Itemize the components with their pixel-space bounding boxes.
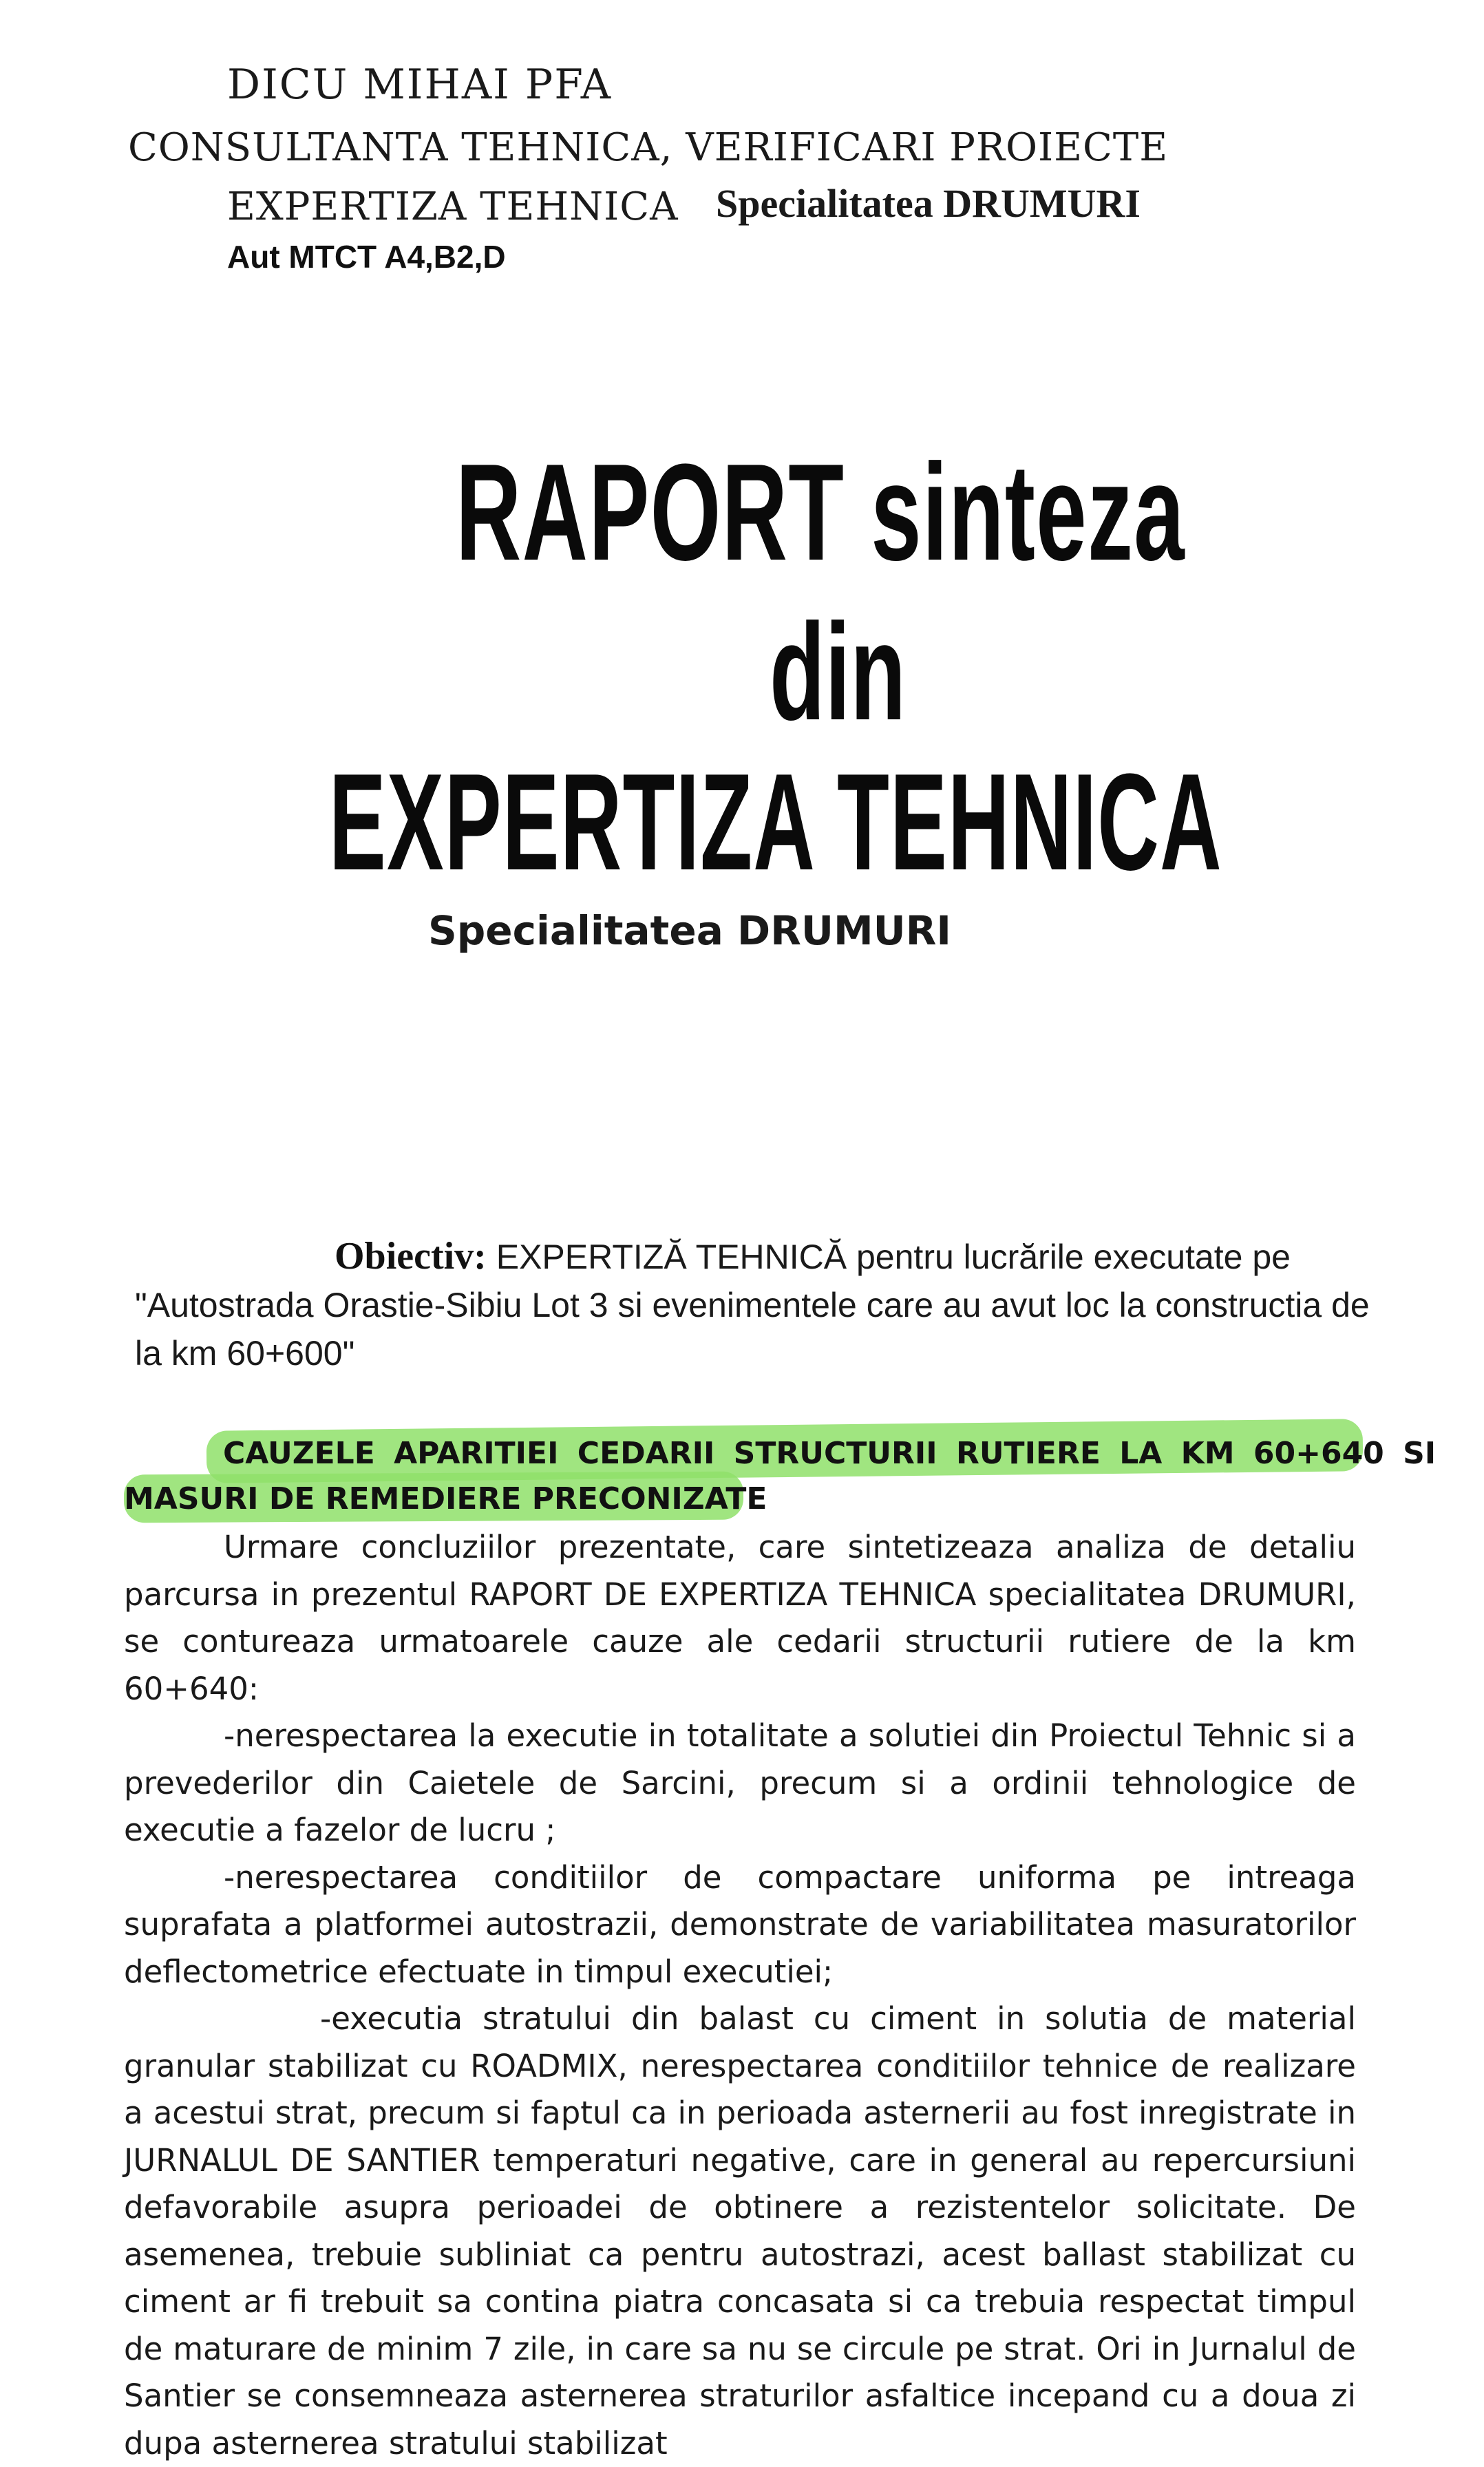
objective-label: Obiectiv: xyxy=(335,1235,487,1278)
section-body xyxy=(124,1524,1356,2467)
section-heading-line1: CAUZELE APARITIEI CEDARII STRUCTURII RUTIERE LA KM 60+640 SI xyxy=(223,1436,1437,1471)
section-heading-line2: MASURI DE REMEDIERE PRECONIZATE xyxy=(124,1481,767,1516)
paragraph: -nerespectarea la executie in totalitate a solutiei din Proiectul Tehnic si a prevederilor din Caietele de Sarcini, precum si a ordinii tehnologice de executie a fazelor de lucru ; xyxy=(124,1717,1356,1848)
report-title-line2: din xyxy=(770,595,906,749)
report-title-line1: RAPORT sinteza xyxy=(456,436,1185,589)
report-title-line3: EXPERTIZA TEHNICA xyxy=(329,745,1222,899)
company-name: DICU MIHAI PFA xyxy=(227,61,613,109)
objective-block xyxy=(135,1232,1374,1377)
paragraph: -executia stratului din balast cu ciment in solutia de material granular stabilizat cu ROADMIX, nerespectarea conditiilor tehnice de realizare a acestui strat, precum si faptul ca in perioada asternerii au fost inregistrate in JURNALUL DE SANTIER temperaturi negative, care in general au repercursiuni defavorabile asupra perioadei de obtinere a rezistentelor solicitate. De asemenea, trebuie subliniat ca pentru autostrazi, acest ballast stabilizat cu ciment ar fi trebuit sa contina piatra concasata si ca trebuia respectat timpul de maturare de minim 7 zile, in care sa nu se circule pe strat. Ori in Jurnalul de Santier se consemneaza asternerea straturilor asfaltice incepand cu a doua zi dupa asternerea stratului stabilizat xyxy=(124,2000,1356,2461)
company-expertise: EXPERTIZA TEHNICA xyxy=(227,184,679,229)
company-services: CONSULTANTA TEHNICA, VERIFICARI PROIECTE xyxy=(128,125,1169,170)
objective-text: EXPERTIZĂ TEHNICĂ pentru lucrările executate pe "Autostrada Orastie-Sibiu Lot 3 si evenimentele care au avut loc la constructia de la km 60+600" xyxy=(135,1238,1370,1373)
company-specialty: Specialitatea DRUMURI xyxy=(716,181,1141,226)
paragraph: Urmare concluziilor prezentate, care sintetizeaza analiza de detaliu parcursa in prezentul RAPORT DE EXPERTIZA TEHNICA specialitatea DRUMURI, se contureaza urmatoarele cauze ale cedarii structurii rutiere de la km 60+640: xyxy=(124,1529,1356,1707)
report-subtitle: Specialitatea DRUMURI xyxy=(428,907,952,954)
paragraph: -nerespectarea conditiilor de compactare uniforma pe intreaga suprafata a platformei autostrazii, demonstrate de variabilitatea masuratorilor deflectometrice efectuate in timpul executiei; xyxy=(124,1859,1356,1990)
company-authorization: Aut MTCT A4,B2,D xyxy=(227,239,506,275)
